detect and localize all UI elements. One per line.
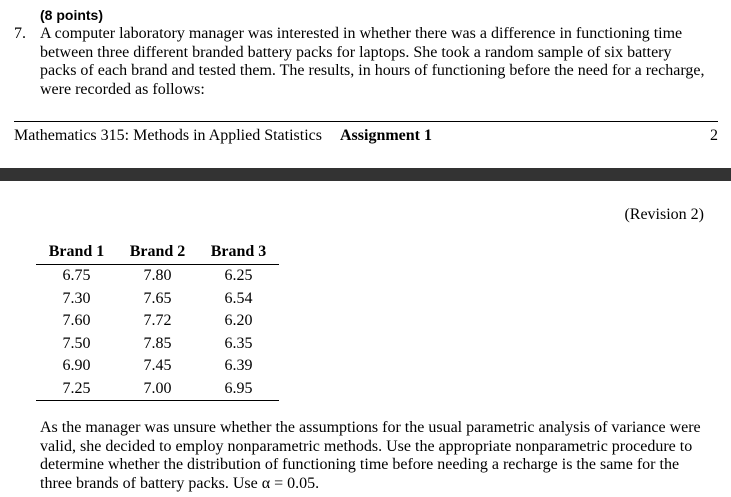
table-row [36,288,279,311]
table-cell: 7.72 [143,312,172,330]
table-cell: 7.80 [143,267,172,285]
question-number: 7. [14,25,26,42]
data-table [36,243,279,401]
course-title: Mathematics 315: Methods in Applied Statistics [14,127,322,144]
table-cell: 7.45 [143,357,172,375]
assignment-title: Assignment 1 [340,127,433,144]
table-cell: 6.54 [224,289,253,307]
table-cell: 7.00 [117,378,198,401]
page-separator-band [0,168,731,181]
points-label: (8 points) [40,7,103,23]
table-cell: 6.20 [224,312,253,330]
table-cell: 6.90 [62,357,91,375]
table-cell: 6.39 [224,357,253,375]
table-cell: 6.35 [224,334,253,352]
table-row [36,378,279,401]
question-text: A computer laboratory manager was interested in whether there was a difference in functioning time between three different branded battery packs for laptops. She took a random sample of six battery packs of each brand and tested them. The results, in hours of functioning before the need for a recharge, were recorded as follows: [40,25,705,98]
header-rule [14,121,718,122]
table-cell: 7.50 [62,334,91,352]
table-cell: 7.85 [143,334,172,352]
table-cell: 7.60 [62,312,91,330]
page-number: 2 [710,127,718,144]
column-header-brand-1: Brand 1 [36,243,117,265]
table-row [36,310,279,333]
table-row [36,265,279,288]
followup-text: As the manager was unsure whether the assumptions for the usual parametric analysis of variance were valid, she decided to employ nonparametric methods. Use the appropriate nonparametric procedure to determine whether the distribution of functioning time before needing a recharge is the same for the three brands of battery packs. Use α = 0.05. [40,419,701,492]
revision-label: (Revision 2) [624,206,704,223]
column-header-brand-2: Brand 2 [117,243,198,265]
table-row [36,333,279,356]
table-cell: 7.25 [36,378,117,401]
table-cell: 6.25 [224,267,253,285]
table-cell: 7.30 [62,289,91,307]
table-cell: 6.75 [62,267,91,285]
table-header-row [36,243,279,265]
column-header-brand-3: Brand 3 [198,243,279,265]
table-cell: 6.95 [198,378,279,401]
table-row [36,355,279,378]
table-cell: 7.65 [143,289,172,307]
